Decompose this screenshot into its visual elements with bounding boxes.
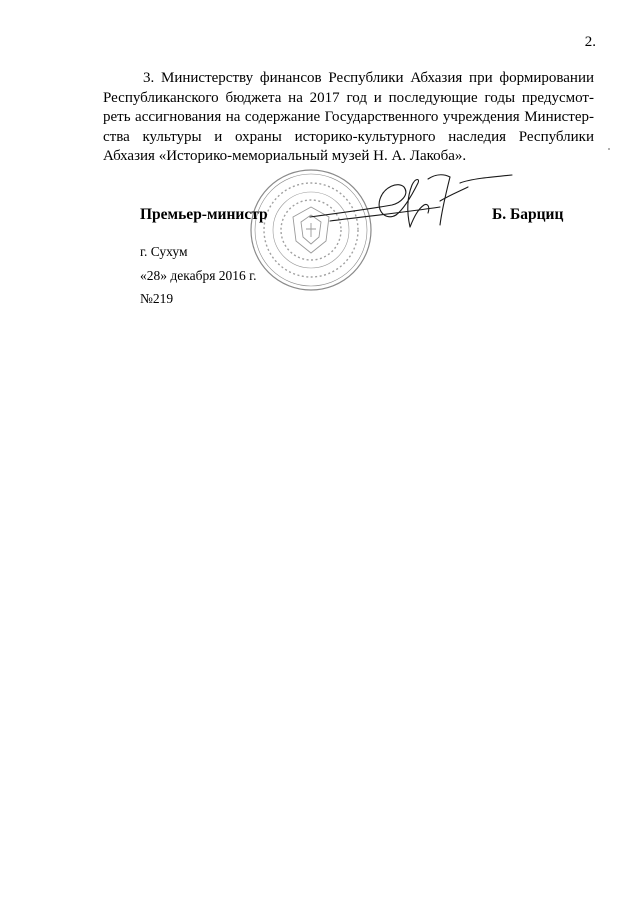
paragraph-line: Абхазия «Историко-мемориальный музей Н. А. Лакоба». — [103, 148, 467, 164]
page-number: 2. — [584, 34, 596, 50]
paragraph-line: реть ассигнования на содержание Государственного учреждения Министер- — [103, 109, 594, 125]
document-date: «28» декабря 2016 г. — [140, 268, 257, 283]
handwritten-signature — [300, 165, 520, 235]
paragraph-line: 3. Министерству финансов Республики Абхазия при формировании — [143, 70, 594, 86]
signatory-name: Б. Барциц — [492, 206, 564, 223]
place-of-issue: г. Сухум — [140, 244, 188, 259]
paragraph-line: Республиканского бюджета на 2017 год и последующие годы предусмот- — [103, 89, 594, 106]
paragraph-line: ства культуры и охраны историко-культурного наследия Республики — [103, 128, 594, 145]
body-paragraph — [103, 69, 594, 167]
signatory-title: Премьер-министр — [140, 206, 268, 223]
scan-speck — [608, 148, 610, 150]
document-number: №219 — [140, 291, 174, 306]
